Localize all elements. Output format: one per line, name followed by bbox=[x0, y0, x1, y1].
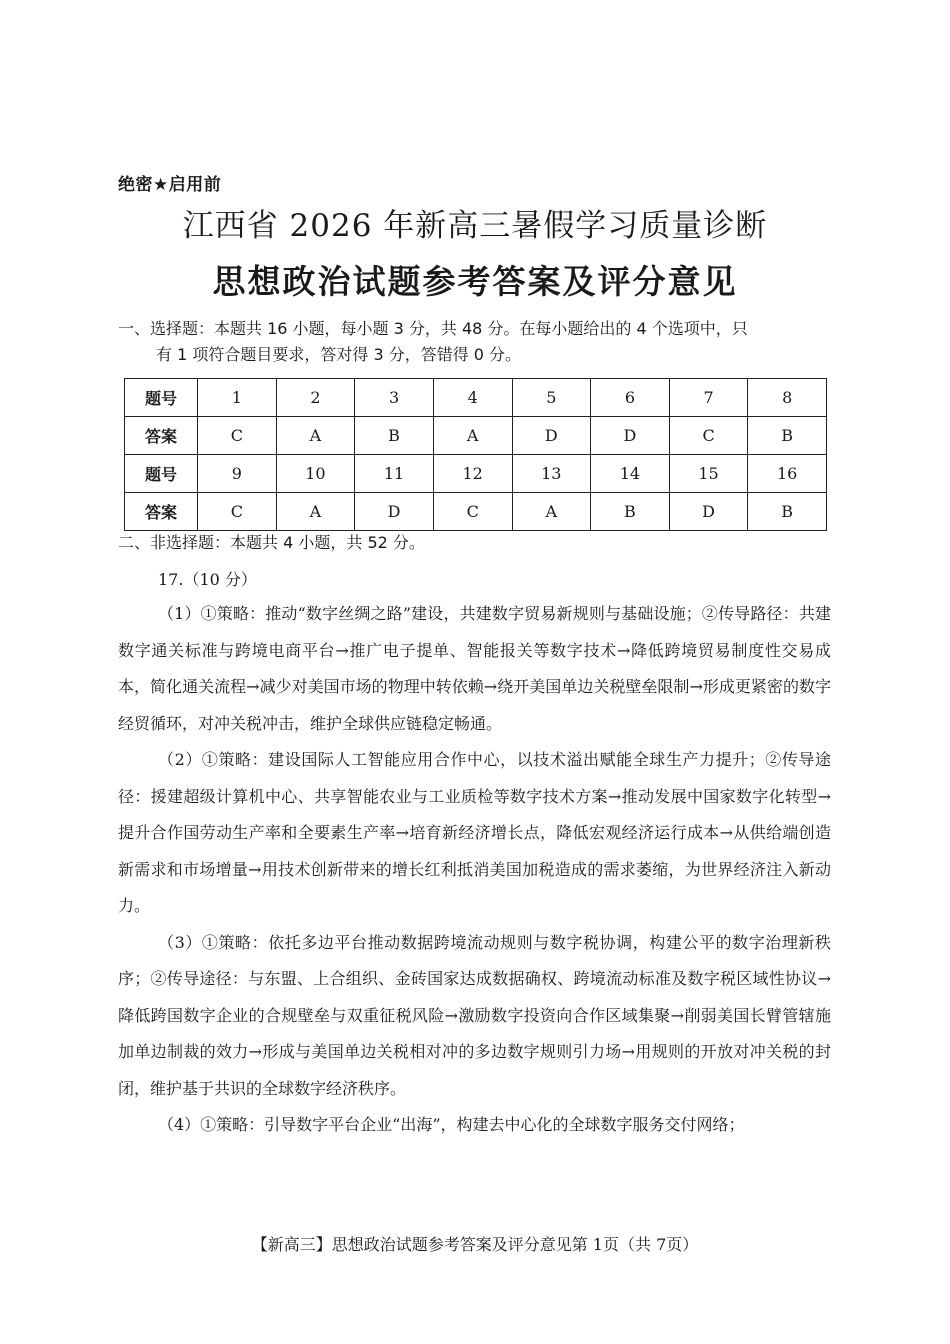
answer-cell: A bbox=[276, 417, 355, 455]
question-number: 12 bbox=[433, 455, 512, 493]
answer-cell: D bbox=[669, 493, 748, 531]
question-number: 16 bbox=[748, 455, 827, 493]
answer-cell: D bbox=[355, 493, 434, 531]
answer-cell: C bbox=[198, 493, 277, 531]
question-number: 7 bbox=[669, 379, 748, 417]
exam-title: 江西省 2026 年新高三暑假学习质量诊断 bbox=[182, 208, 768, 244]
answer-cell: A bbox=[276, 493, 355, 531]
answer-cell: C bbox=[198, 417, 277, 455]
answer-paragraph-4: （4）①策略：引导数字平台企业“出海”，构建去中心化的全球数字服务交付网络； bbox=[158, 1115, 745, 1134]
document-title: 思想政治试题参考答案及评分意见 bbox=[212, 262, 738, 301]
answer-body bbox=[118, 596, 831, 1144]
table-row-numbers-1 bbox=[125, 379, 827, 417]
row-label: 答案 bbox=[125, 493, 198, 531]
section1-instructions bbox=[118, 316, 838, 368]
confidential-label: 绝密★启用前 bbox=[118, 175, 222, 195]
answer-cell: B bbox=[591, 493, 670, 531]
question-number: 8 bbox=[748, 379, 827, 417]
question-number: 10 bbox=[276, 455, 355, 493]
answer-cell: D bbox=[591, 417, 670, 455]
answer-cell: D bbox=[512, 417, 591, 455]
question-number: 5 bbox=[512, 379, 591, 417]
table-row-numbers-2 bbox=[125, 455, 827, 493]
answer-cell: B bbox=[748, 417, 827, 455]
answer-cell: C bbox=[669, 417, 748, 455]
row-label: 答案 bbox=[125, 417, 198, 455]
table-row-answers-2 bbox=[125, 493, 827, 531]
question-number: 4 bbox=[433, 379, 512, 417]
answer-paragraph-3: （3）①策略：依托多边平台推动数据跨境流动规则与数字税协调，构建公平的数字治理新秩序；②传导途径：与东盟、上合组织、金砖国家达成数据确权、跨境流动标准及数字税区域性协议→降低跨国数字企业的合规壁垒与双重征税风险→激励数字投资向合作区域集聚→削弱美国长臂管辖施加单边制裁的效力→形成与美国单边关税相对冲的多边数字规则引力场→用规则的开放对冲关税的封闭，维护基于共识的全球数字经济秩序。 bbox=[118, 932, 831, 1098]
page-footer: 【新高三】思想政治试题参考答案及评分意见第 1页（共 7页） bbox=[251, 1235, 699, 1254]
answer-cell: B bbox=[355, 417, 434, 455]
question-number: 2 bbox=[276, 379, 355, 417]
question-number: 9 bbox=[198, 455, 277, 493]
question-number: 6 bbox=[591, 379, 670, 417]
answer-paragraph-1: （1）①策略：推动“数字丝绸之路”建设，共建数字贸易新规则与基础设施；②传导路径：共建数字通关标准与跨境电商平台→推广电子提单、智能报关等数字技术→降低跨境贸易制度性交易成本，简化通关流程→减少对美国市场的物理中转依赖→绕开美国单边关税壁垒限制→形成更紧密的数字经贸循环，对冲关税冲击，维护全球供应链稳定畅通。 bbox=[118, 604, 831, 733]
section2-instructions: 二、非选择题：本题共 4 小题，共 52 分。 bbox=[118, 533, 425, 552]
question-number: 3 bbox=[355, 379, 434, 417]
question-number: 13 bbox=[512, 455, 591, 493]
row-label: 题号 bbox=[125, 455, 198, 493]
answer-paragraph-2: （2）①策略：建设国际人工智能应用合作中心，以技术溢出赋能全球生产力提升；②传导途径：援建超级计算机中心、共享智能农业与工业质检等数字技术方案→推动发展中国家数字化转型→提升合作国劳动生产率和全要素生产率→培育新经济增长点，降低宏观经济运行成本→从供给端创造新需求和市场增量→用技术创新带来的增长红利抵消美国加税造成的需求萎缩，为世界经济注入新动力。 bbox=[118, 750, 831, 915]
question-number: 11 bbox=[355, 455, 434, 493]
answer-cell: A bbox=[512, 493, 591, 531]
question-number: 15 bbox=[669, 455, 748, 493]
answer-cell: C bbox=[433, 493, 512, 531]
section1-instructions-line1: 一、选择题：本题共 16 小题，每小题 3 分，共 48 分。在每小题给出的 4 个选项中，只 bbox=[118, 319, 748, 338]
table-row-answers-1 bbox=[125, 417, 827, 455]
question-number: 14 bbox=[591, 455, 670, 493]
question-17-label: 17.（10 分） bbox=[158, 570, 257, 589]
row-label: 题号 bbox=[125, 379, 198, 417]
answer-cell: A bbox=[433, 417, 512, 455]
answer-table bbox=[124, 378, 827, 531]
question-number: 1 bbox=[198, 379, 277, 417]
answer-cell: B bbox=[748, 493, 827, 531]
section1-instructions-line2: 有 1 项符合题目要求，答对得 3 分，答错得 0 分。 bbox=[156, 345, 522, 364]
